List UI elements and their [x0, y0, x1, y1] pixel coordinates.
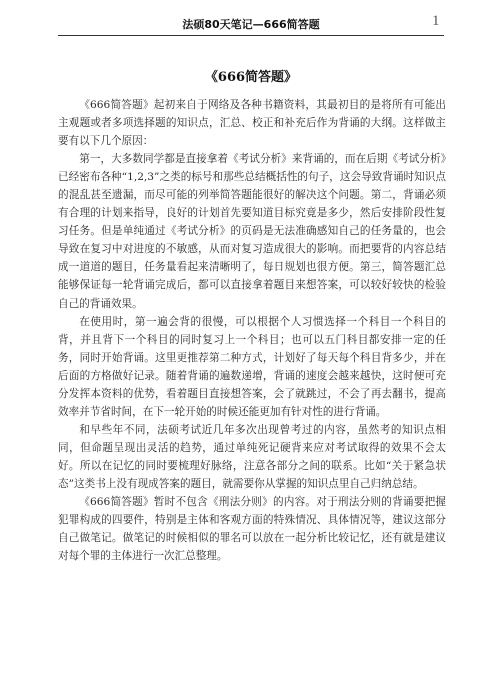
document-title: 《666简答题》 [204, 70, 298, 85]
paragraph: 在使用时，第一遍会背的很慢，可以根据个人习惯选择一个科目一个科目的背，并且背下一个科目的同时复习上一个科目；也可以五门科目都安排一定的任务，同时开始背诵。这里更推荐第二种方式，计划好了每天每个科目背多少，并在后面的方格做好记录。随着背诵的遍数递增，背诵的速度会越来越快，这时便可充分发挥本资料的优势，看着题目直接想答案，会了就跳过，不会了再去翻书，提高效率并节省时间，在下一轮开始的时候还能更加有针对性的进行背诵。 [58, 315, 446, 418]
paragraph: 和早些年不同，法硕考试近几年多次出现曾考过的内容，虽然考的知识点相同，但命题呈现出灵活的趋势，通过单纯死记硬背来应对考试取得的效果不会太好。所以在记忆的同时要梳理好脉络，注意各部分之间的联系。比如“关于紧急状态”这类书上没有现成答案的题目，就需要你从掌握的知识点里自己归纳总结。 [58, 423, 446, 490]
page-number: 1 [432, 13, 440, 29]
document-body [58, 96, 446, 565]
paragraph: 《666简答题》起初来自于网络及各种书籍资料，其最初目的是将所有可能出主观题或者多项选择题的知识点，汇总、校正和补充后作为背诵的大纲。这样做主要有以下几个原因： [58, 99, 446, 148]
header-divider [58, 35, 444, 36]
paragraph: 《666简答题》暂时不包含《刑法分则》的内容。对于刑法分则的背诵要把握犯罪构成的四要件，特别是主体和客观方面的特殊情况、具体情况等，建议这部分自己做笔记。做笔记的时候相似的罪名可以放在一起分析比较记忆，还有就是建议对每个罪的主体进行一次汇总整理。 [58, 496, 446, 563]
running-header: 法硕80天笔记—666简答题 [182, 18, 320, 31]
paragraph: 第一，大多数同学都是直接拿着《考试分析》来背诵的，而在后期《考试分析》已经密布各种“1,2,3”之类的标号和那些总结概括性的句子，这会导致背诵时知识点的混乱甚至遗漏，而尽可能的列举简答题能很好的解决这个问题。第二，背诵必须有合理的计划来指导，良好的计划首先要知道目标究竟是多少，然后安排阶段性复习任务。但是单纯通过《考试分析》的页码是无法准确感知自己的任务量的，也会导致在复习中对进度的不敏感，从而对复习造成很大的影响。而把要背的内容总结成一道道的题目，任务量看起来清晰明了，每日规划也很方便。第三，简答题汇总能够保证每一轮背诵完成后，都可以直接拿着题目来想答案，可以较好较快的检验自己的背诵效果。 [58, 153, 446, 310]
